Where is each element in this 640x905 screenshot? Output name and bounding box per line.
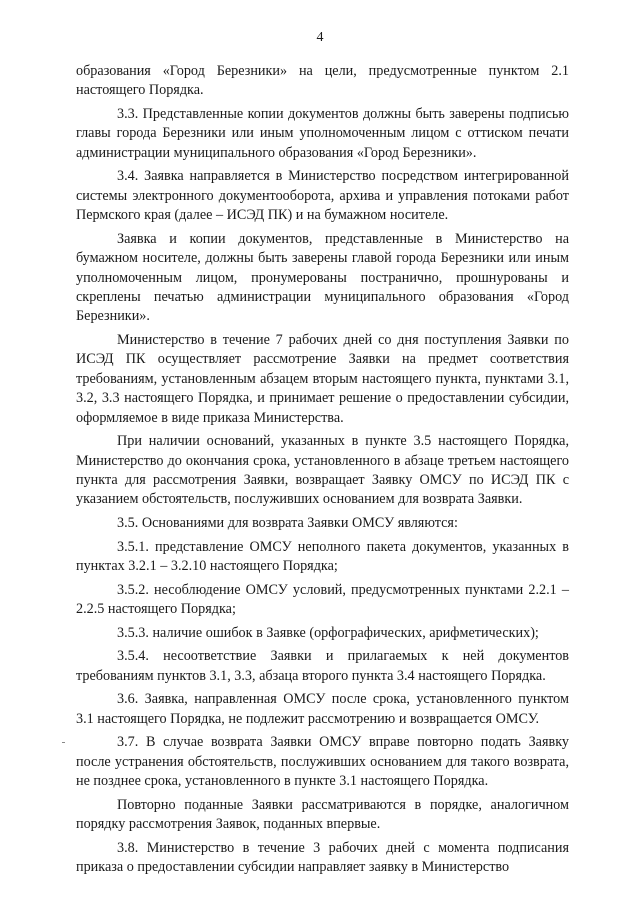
paragraph-3-5-2: 3.5.2. несоблюдение ОМСУ условий, предусмотренных пунктами 2.2.1 – 2.2.5 настоящего Порядка; bbox=[76, 581, 569, 618]
paragraph-3-8: 3.8. Министерство в течение 3 рабочих дней с момента подписания приказа о предоставлении субсидии направляет заявку в Министерство bbox=[76, 839, 569, 876]
margin-mark bbox=[62, 742, 65, 743]
paragraph-3-5: 3.5. Основаниями для возврата Заявки ОМСУ являются: bbox=[117, 515, 458, 532]
paragraph-3-4-return: При наличии оснований, указанных в пункте 3.5 настоящего Порядка, Министерство до окончания срока, установленного в абзаце третьем настоящего пункта для рассмотрения Заявки, возвращает Заявку ОМСУ по ИСЭД ПК с указанием обстоятельств, послуживших основанием для возврата Заявки. bbox=[76, 433, 569, 508]
paragraph-continuation: образования «Город Березники» на цели, предусмотренные пунктом 2.1 настоящего Порядка. bbox=[76, 63, 569, 99]
paragraph-3-5-4: 3.5.4. несоответствие Заявки и прилагаемых к ней документов требованиям пунктов 3.1, 3.3, абзаца второго пункта 3.4 настоящего Порядка. bbox=[76, 648, 569, 684]
paragraph-3-4-paper-copies: Заявка и копии документов, представленные в Министерство на бумажном носителе, должны быть заверены главой города Березники или иным уполномоченным лицом, пронумерованы постранично, прошнурованы и скреплены печатью администрации муниципального образования «Город Березники». bbox=[76, 230, 569, 325]
paragraph-3-5-3: 3.5.3. наличие ошибок в Заявке (орфографических, арифметических); bbox=[117, 624, 539, 641]
paragraph-3-5-1: 3.5.1. представление ОМСУ неполного пакета документов, указанных в пунктах 3.2.1 – 3.2.10 настоящего Порядка; bbox=[76, 538, 569, 575]
paragraph-3-7-resubmission: Повторно поданные Заявки рассматриваются в порядке, аналогичном порядку рассмотрения Заявок, поданных впервые. bbox=[76, 796, 569, 833]
paragraph-3-3: 3.3. Представленные копии документов должны быть заверены подписью главы города Березники или иным уполномоченным лицом с оттиском печати администрации муниципального образования «Город Березники». bbox=[76, 106, 569, 161]
page-number: 4 bbox=[316, 30, 324, 45]
document-body bbox=[76, 62, 569, 882]
paragraph-3-4: 3.4. Заявка направляется в Министерство посредством интегрированной системы электронного документооборота, архива и управления потоками работ Пермского края (далее – ИСЭД ПК) и на бумажном носителе. bbox=[76, 168, 569, 224]
paragraph-3-6: 3.6. Заявка, направленная ОМСУ после срока, установленного пунктом 3.1 настоящего Порядка, не подлежит рассмотрению и возвращается ОМСУ. bbox=[76, 691, 569, 727]
paragraph-3-4-review: Министерство в течение 7 рабочих дней со дня поступления Заявки по ИСЭД ПК осуществляет рассмотрение Заявки на предмет соответствия требованиям, установленным абзацем вторым настоящего пункта, пунктами 3.1, 3.2, 3.3 настоящего Порядка, и принимает решение о предоставлении субсидии, оформляемое в виде приказа Министерства. bbox=[76, 332, 569, 426]
paragraph-3-7: 3.7. В случае возврата Заявки ОМСУ вправе повторно подать Заявку после устранения обстоятельств, послуживших основанием для такого возврата, не позднее срока, установленного в пункте 3.1 настоящего Порядка. bbox=[76, 734, 569, 790]
